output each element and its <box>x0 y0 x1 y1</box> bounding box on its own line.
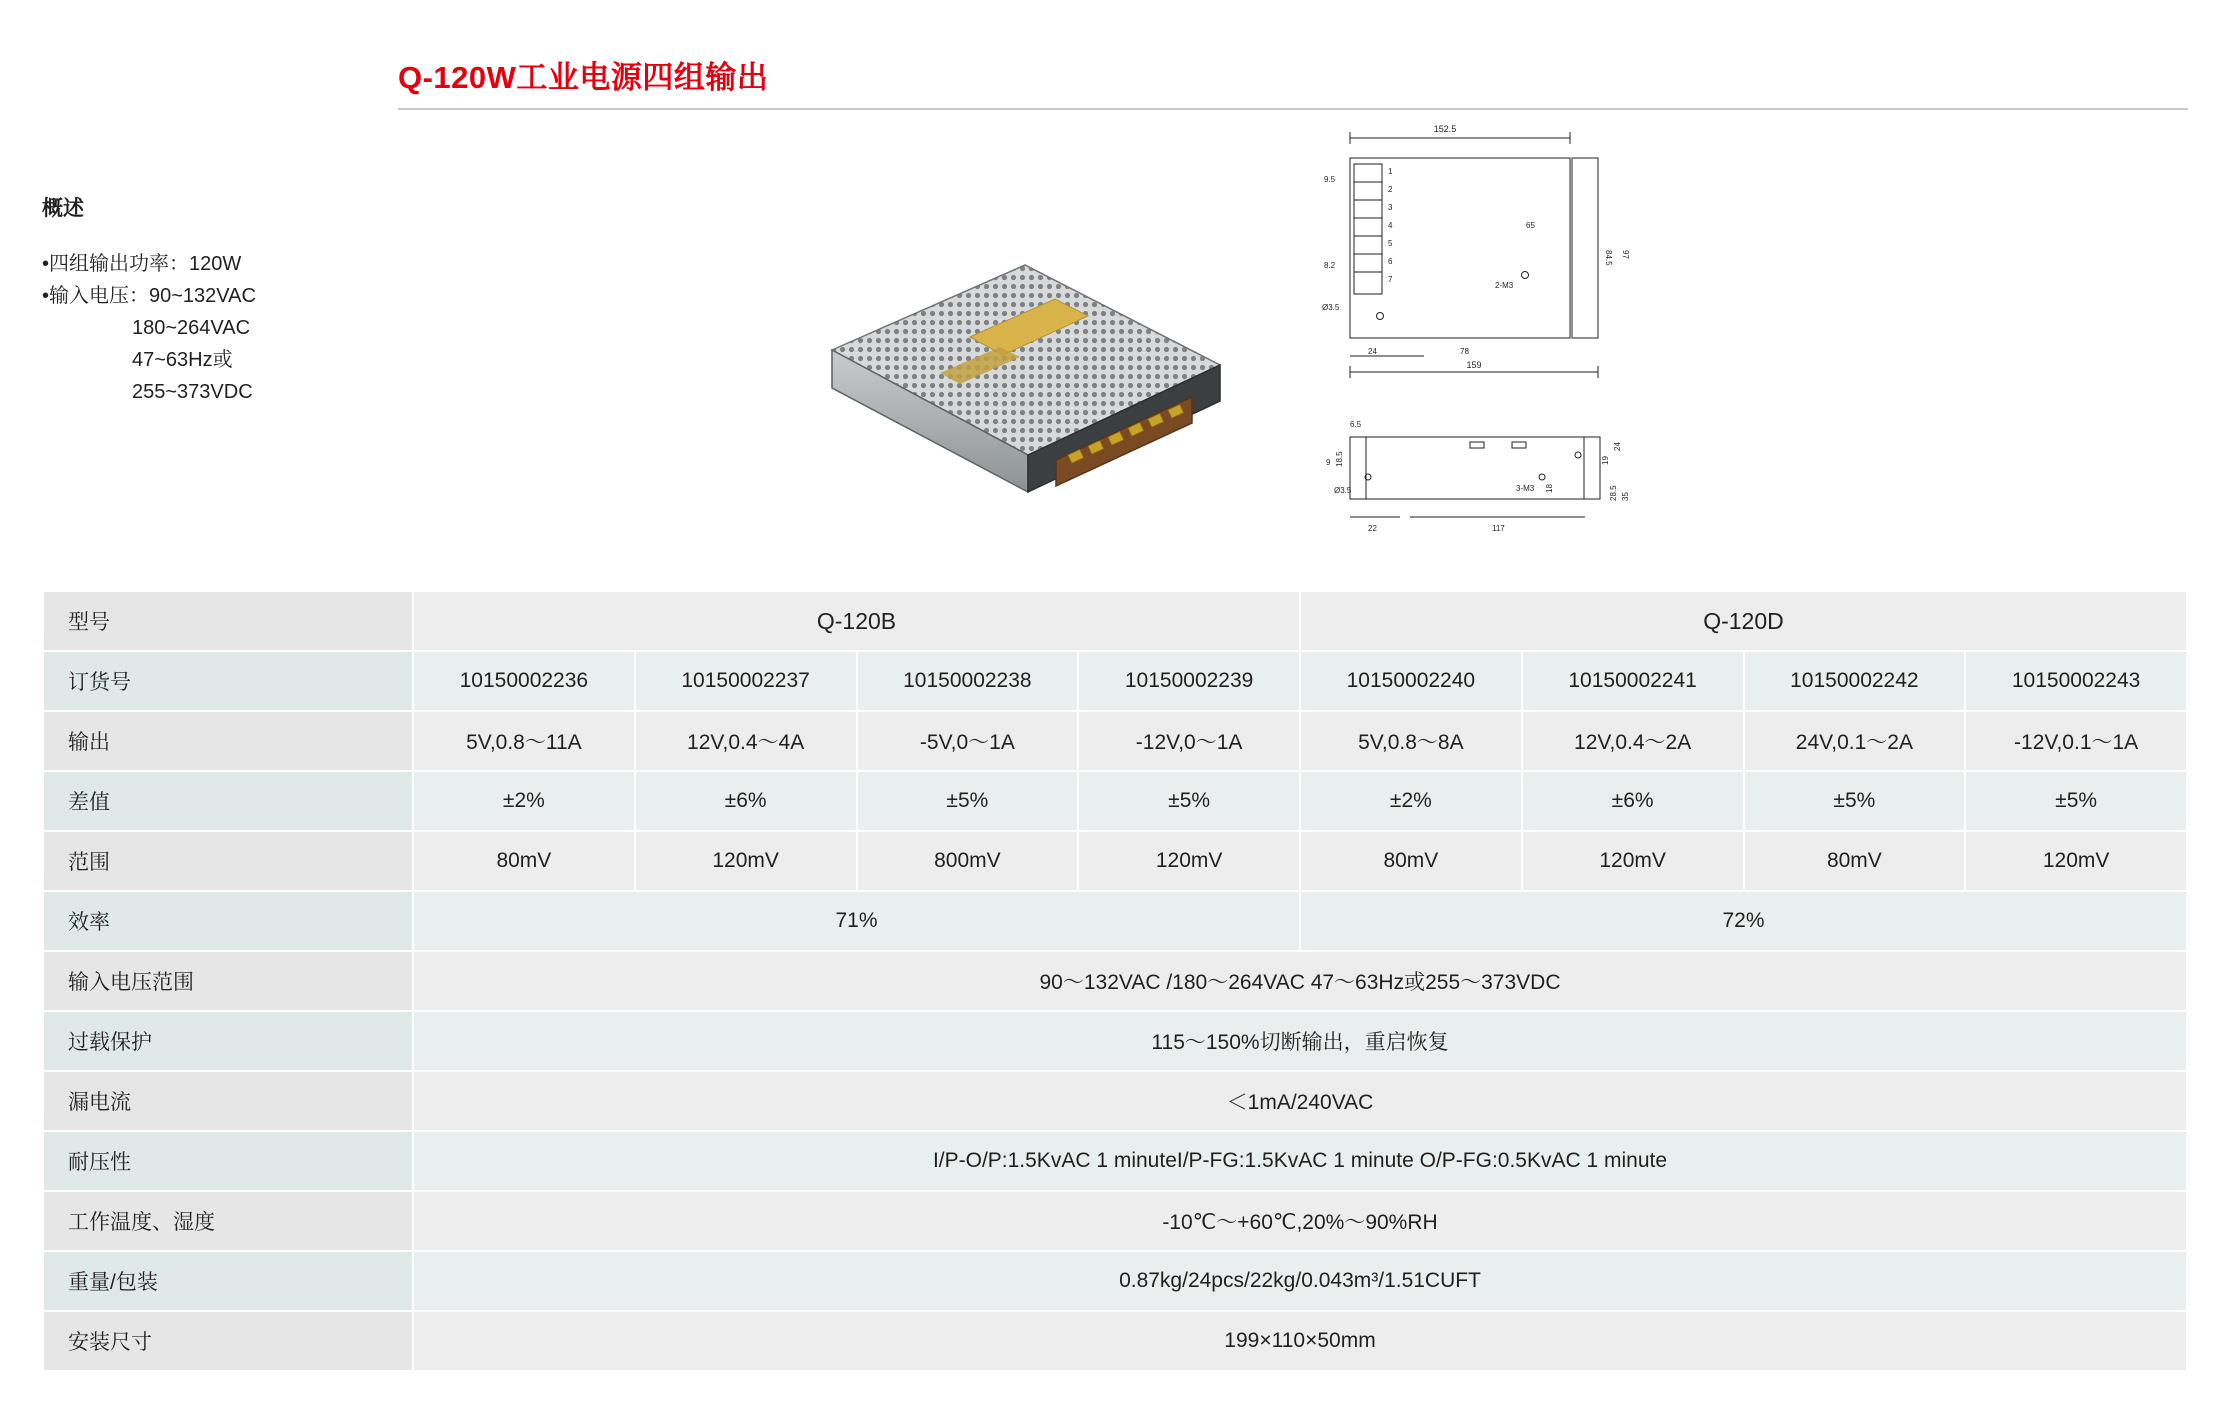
table-cell: ±5% <box>1965 771 2187 831</box>
svg-text:9: 9 <box>1326 458 1331 467</box>
page-title: Q-120W工业电源四组输出 <box>398 60 769 95</box>
svg-text:24: 24 <box>1368 347 1377 356</box>
table-cell: 120mV <box>1078 831 1300 891</box>
svg-text:35: 35 <box>1621 492 1630 501</box>
table-cell: ±2% <box>413 771 635 831</box>
svg-text:6.5: 6.5 <box>1350 420 1362 429</box>
table-cell: ±5% <box>1078 771 1300 831</box>
svg-text:4: 4 <box>1388 221 1393 230</box>
svg-text:24: 24 <box>1613 442 1622 451</box>
svg-text:84.5: 84.5 <box>1604 250 1613 266</box>
table-cell: ±5% <box>857 771 1079 831</box>
table-cell: 199×110×50mm <box>413 1311 2187 1371</box>
row-label: 过载保护 <box>43 1011 413 1071</box>
svg-text:3: 3 <box>1388 203 1393 212</box>
table-cell: 72% <box>1300 891 2187 951</box>
table-cell: ±6% <box>1522 771 1744 831</box>
svg-text:78: 78 <box>1460 347 1469 356</box>
svg-text:1: 1 <box>1388 167 1393 176</box>
overview-heading: 概述 <box>42 197 84 220</box>
table-cell: -10℃〜+60℃,20%〜90%RH <box>413 1191 2187 1251</box>
table-cell: 800mV <box>857 831 1079 891</box>
table-cell: 115〜150%切断输出，重启恢复 <box>413 1011 2187 1071</box>
svg-text:152.5: 152.5 <box>1433 124 1457 134</box>
svg-text:2: 2 <box>1388 185 1393 194</box>
table-cell: Q-120D <box>1300 591 2187 651</box>
overview-subline-1: 180~264VAC <box>132 317 251 339</box>
table-cell: -12V,0〜1A <box>1078 711 1300 771</box>
table-cell: 10150002236 <box>413 651 635 711</box>
table-cell: 120mV <box>1522 831 1744 891</box>
row-label: 型号 <box>43 591 413 651</box>
svg-text:65: 65 <box>1526 221 1535 230</box>
table-cell: 12V,0.4〜4A <box>635 711 857 771</box>
specification-table <box>42 590 2188 1372</box>
table-cell: 10150002239 <box>1078 651 1300 711</box>
table-cell: -12V,0.1〜1A <box>1965 711 2187 771</box>
svg-text:Ø3.5: Ø3.5 <box>1322 303 1340 312</box>
svg-text:2-M3: 2-M3 <box>1495 281 1514 290</box>
svg-text:9.5: 9.5 <box>1324 175 1336 184</box>
svg-text:117: 117 <box>1492 524 1505 533</box>
mechanical-drawing-top <box>1320 120 1740 410</box>
svg-text:6: 6 <box>1388 257 1393 266</box>
table-row <box>43 651 2187 711</box>
table-cell: 5V,0.8〜11A <box>413 711 635 771</box>
table-cell: 10150002240 <box>1300 651 1522 711</box>
table-cell: 10150002242 <box>1744 651 1966 711</box>
row-label: 耐压性 <box>43 1131 413 1191</box>
overview-bullet-input-voltage: •输入电压：90~132VAC <box>42 285 256 307</box>
svg-text:19: 19 <box>1601 456 1610 465</box>
title-divider <box>398 108 2188 110</box>
table-cell: I/P-O/P:1.5KvAC 1 minuteI/P-FG:1.5KvAC 1 minute O/P-FG:0.5KvAC 1 minute <box>413 1131 2187 1191</box>
svg-text:18.5: 18.5 <box>1335 451 1344 467</box>
table-row <box>43 891 2187 951</box>
table-cell: 120mV <box>635 831 857 891</box>
table-cell: Q-120B <box>413 591 1300 651</box>
table-row <box>43 1191 2187 1251</box>
row-label: 订货号 <box>43 651 413 711</box>
table-cell: 80mV <box>1744 831 1966 891</box>
product-photo <box>820 255 1240 510</box>
table-cell: ±2% <box>1300 771 1522 831</box>
table-cell: 10150002238 <box>857 651 1079 711</box>
svg-text:97: 97 <box>1621 250 1630 259</box>
table-row <box>43 591 2187 651</box>
table-row <box>43 831 2187 891</box>
table-cell: -5V,0〜1A <box>857 711 1079 771</box>
svg-text:22: 22 <box>1368 524 1377 533</box>
row-label: 输入电压范围 <box>43 951 413 1011</box>
table-cell: 10150002237 <box>635 651 857 711</box>
table-cell: 71% <box>413 891 1300 951</box>
svg-text:18: 18 <box>1545 484 1554 493</box>
svg-text:28.5: 28.5 <box>1609 485 1618 501</box>
table-cell: 80mV <box>413 831 635 891</box>
row-label: 差值 <box>43 771 413 831</box>
overview-bullet-power: •四组输出功率：120W <box>42 253 242 275</box>
row-label: 输出 <box>43 711 413 771</box>
table-row <box>43 771 2187 831</box>
svg-text:Ø3.5: Ø3.5 <box>1334 486 1352 495</box>
svg-text:5: 5 <box>1388 239 1393 248</box>
table-row <box>43 1011 2187 1071</box>
mechanical-drawing-side <box>1320 415 1650 555</box>
table-cell: 12V,0.4〜2A <box>1522 711 1744 771</box>
table-row <box>43 951 2187 1011</box>
row-label: 效率 <box>43 891 413 951</box>
row-label: 范围 <box>43 831 413 891</box>
table-cell: 90〜132VAC /180〜264VAC 47〜63Hz或255〜373VDC <box>413 951 2187 1011</box>
table-cell: 10150002241 <box>1522 651 1744 711</box>
svg-text:3-M3: 3-M3 <box>1516 484 1535 493</box>
table-cell: ＜1mA/240VAC <box>413 1071 2187 1131</box>
table-row <box>43 1311 2187 1371</box>
row-label: 重量/包装 <box>43 1251 413 1311</box>
row-label: 工作温度、湿度 <box>43 1191 413 1251</box>
spec-table-body <box>43 591 2187 1371</box>
row-label: 漏电流 <box>43 1071 413 1131</box>
table-cell: 5V,0.8〜8A <box>1300 711 1522 771</box>
overview-subline-2: 47~63Hz或 <box>132 349 233 371</box>
table-cell: 24V,0.1〜2A <box>1744 711 1966 771</box>
svg-text:159: 159 <box>1466 360 1482 370</box>
table-row <box>43 711 2187 771</box>
svg-text:7: 7 <box>1388 275 1393 284</box>
table-cell: 120mV <box>1965 831 2187 891</box>
table-cell: ±5% <box>1744 771 1966 831</box>
svg-text:8.2: 8.2 <box>1324 261 1336 270</box>
table-cell: 80mV <box>1300 831 1522 891</box>
table-cell: ±6% <box>635 771 857 831</box>
table-row <box>43 1131 2187 1191</box>
table-cell: 0.87kg/24pcs/22kg/0.043m³/1.51CUFT <box>413 1251 2187 1311</box>
table-row <box>43 1071 2187 1131</box>
table-cell: 10150002243 <box>1965 651 2187 711</box>
overview-block <box>42 192 372 408</box>
row-label: 安装尺寸 <box>43 1311 413 1371</box>
table-row <box>43 1251 2187 1311</box>
overview-subline-3: 255~373VDC <box>132 381 253 403</box>
